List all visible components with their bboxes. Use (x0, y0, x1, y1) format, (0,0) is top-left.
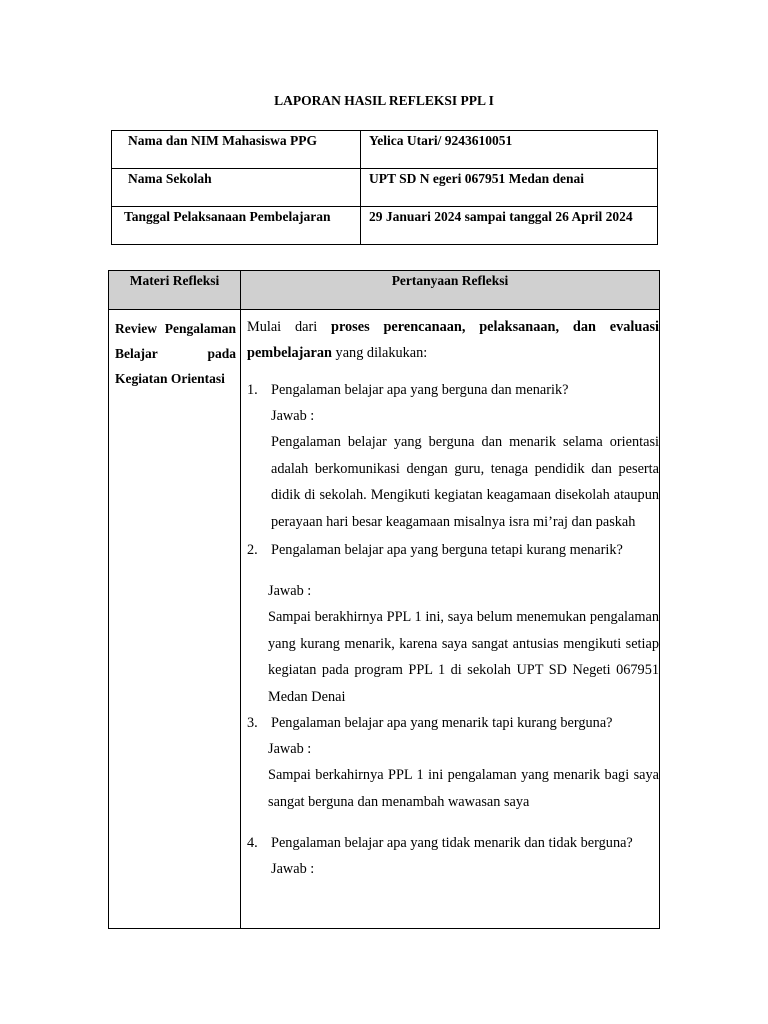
answer-text: Pengalaman belajar yang berguna dan menarik selama orientasi adalah berkomunikasi dengan guru, tenaga pendidik dan peserta didik di sekolah. Mengikuti kegiatan keagamaan disekolah ataupun perayaan hari besar keagamaan misalnya isra mi’raj dan paskah (271, 434, 659, 530)
answer-text: Sampai berkahirnya PPL 1 ini pengalaman yang menarik bagi saya sangat berguna dan menambah wawasan saya (268, 767, 659, 810)
info-row (112, 207, 658, 245)
intro-paragraph: Mulai dari proses perencanaan, pelaksanaan, dan evaluasi pembelajaran yang dilakukan: (247, 319, 659, 361)
info-value: Yelica Utari/ 9243610051 (369, 133, 513, 148)
question-item: 3. Pengalaman belajar apa yang menarik tapi kurang berguna? (247, 710, 659, 736)
reflection-body-row (109, 310, 660, 929)
header-materi: Materi Refleksi (109, 271, 241, 310)
jawab-label: Jawab : (268, 583, 312, 599)
question-text: Pengalaman belajar apa yang tidak menarik dan tidak berguna? (271, 835, 633, 851)
info-row (112, 131, 658, 169)
question-text: Pengalaman belajar apa yang berguna dan menarik? (271, 382, 569, 398)
info-value: 29 Januari 2024 sampai tanggal 26 April 2024 (369, 209, 633, 224)
question-item: 4. Pengalaman belajar apa yang tidak menarik dan tidak berguna? (247, 830, 659, 856)
info-label: Nama dan NIM Mahasiswa PPG (128, 133, 318, 148)
document-title: LAPORAN HASIL REFLEKSI PPL I (274, 93, 494, 108)
pertanyaan-cell (241, 310, 660, 929)
materi-cell: Review Pengalaman Belajar pada Kegiatan Orientasi (109, 310, 241, 929)
question-item: 2. Pengalaman belajar apa yang berguna tetapi kurang menarik? (247, 537, 659, 563)
jawab-label: Jawab : (271, 408, 315, 424)
reflection-table (108, 270, 660, 929)
reflection-header-row (109, 271, 660, 310)
jawab-label: Jawab : (271, 861, 315, 877)
info-label: Nama Sekolah (128, 171, 212, 186)
jawab-label: Jawab : (268, 741, 312, 757)
question-text: Pengalaman belajar apa yang menarik tapi kurang berguna? (271, 715, 613, 731)
question-item: 1. Pengalaman belajar apa yang berguna dan menarik? (247, 377, 659, 403)
info-row (112, 169, 658, 207)
answer-text: Sampai berakhirnya PPL 1 ini, saya belum menemukan pengalaman yang kurang menarik, karena saya sangat antusias mengikuti setiap kegiatan pada program PPL 1 di sekolah UPT SD Negeti 067951 Medan Denai (268, 609, 659, 705)
info-value: UPT SD N egeri 067951 Medan denai (369, 171, 584, 186)
question-text: Pengalaman belajar apa yang berguna tetapi kurang menarik? (271, 542, 623, 558)
info-label: Tanggal Pelaksanaan Pembelajaran (124, 209, 331, 224)
header-pertanyaan: Pertanyaan Refleksi (241, 271, 660, 310)
info-table (111, 130, 658, 245)
